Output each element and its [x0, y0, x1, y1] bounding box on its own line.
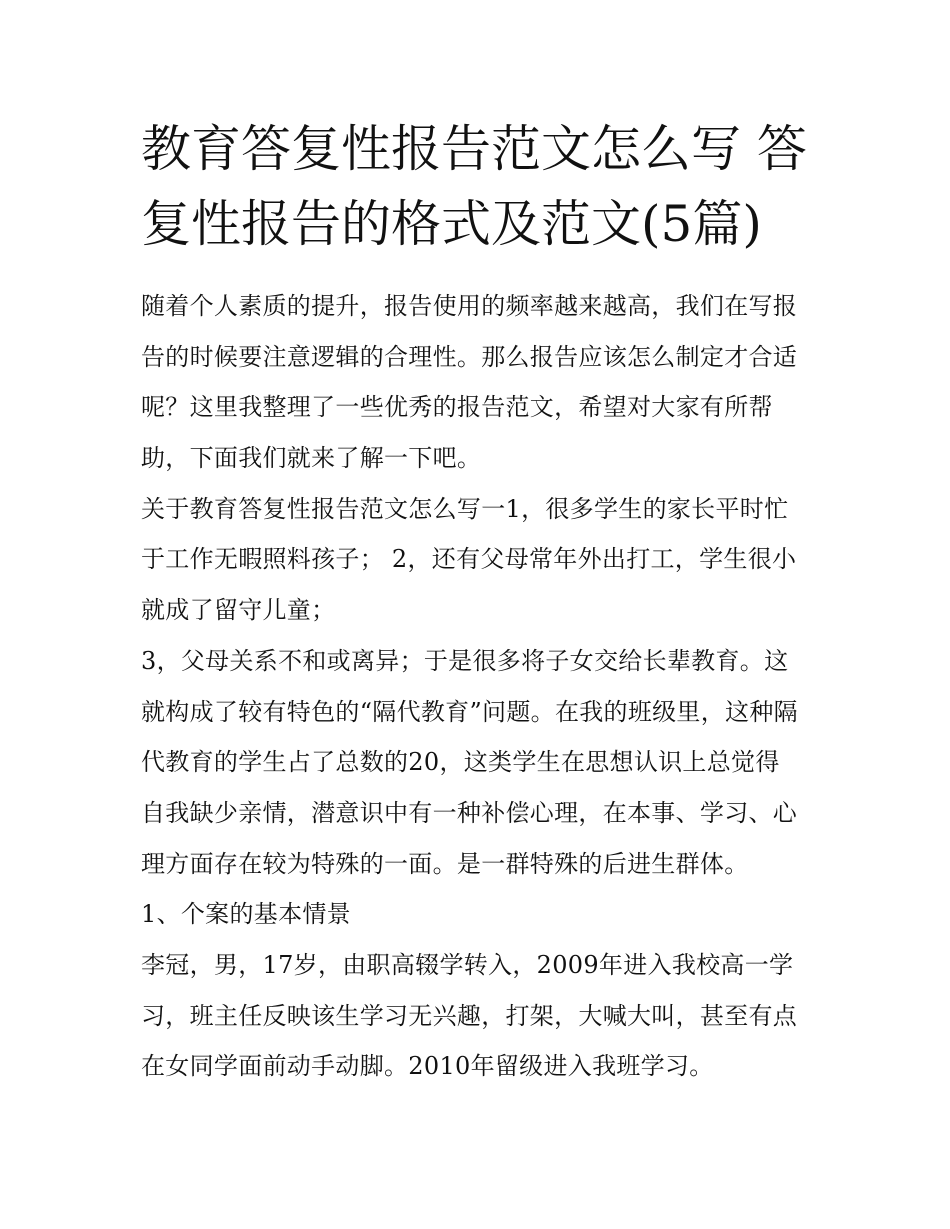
- text-line: 随着个人素质的提升，报告使用的频率越来越高，我们在写报: [141, 292, 798, 320]
- paragraph: [141, 940, 831, 1092]
- text-line: 在女同学面前动手动脚。2010年留级进入我班学习。: [141, 1052, 714, 1081]
- text-line: 3，父母关系不和或离异；于是很多将子女交给长辈教育。这: [141, 646, 789, 675]
- text-line: 代教育的学生占了总数的20，这类学生在思想认识上总觉得: [141, 748, 780, 777]
- text-line: 习，班主任反映该生学习无兴趣，打架，大喊大叫，甚至有点: [141, 1001, 798, 1030]
- document-title: [141, 112, 841, 262]
- text-line: 就构成了较有特色的“隔代教育”问题。在我的班级里，这种隔: [141, 697, 798, 726]
- text-line: 自我缺少亲情，潜意识中有一种补偿心理，在本事、学习、心: [141, 798, 798, 827]
- text-line: 助，下面我们就来了解一下吧。: [141, 444, 482, 473]
- title-line: 教育答复性报告范文怎么写 答: [141, 120, 807, 178]
- text-line: 李冠，男，17岁，由职高辍学转入，2009年进入我校高一学: [141, 950, 794, 979]
- paragraph: [141, 281, 831, 484]
- title-line: 复性报告的格式及范文(5篇): [141, 195, 762, 253]
- text-line: 呢？这里我整理了一些优秀的报告范文，希望对大家有所帮: [141, 393, 773, 422]
- text-line: 关于教育答复性报告范文怎么写一1，很多学生的家长平时忙: [141, 494, 789, 523]
- section-heading: [141, 889, 831, 940]
- text-line: 理方面存在较为特殊的一面。是一群特殊的后进生群体。: [141, 849, 749, 878]
- paragraph: [141, 484, 831, 636]
- document-body: [141, 281, 831, 1092]
- text-line: 1、个案的基本情景: [141, 900, 351, 929]
- text-line: 告的时候要注意逻辑的合理性。那么报告应该怎么制定才合适: [141, 342, 798, 371]
- text-line: 于工作无暇照料孩子； 2，还有父母常年外出打工，学生很小: [141, 545, 797, 574]
- text-line: 就成了留守儿童；: [141, 596, 336, 625]
- paragraph: [141, 636, 831, 889]
